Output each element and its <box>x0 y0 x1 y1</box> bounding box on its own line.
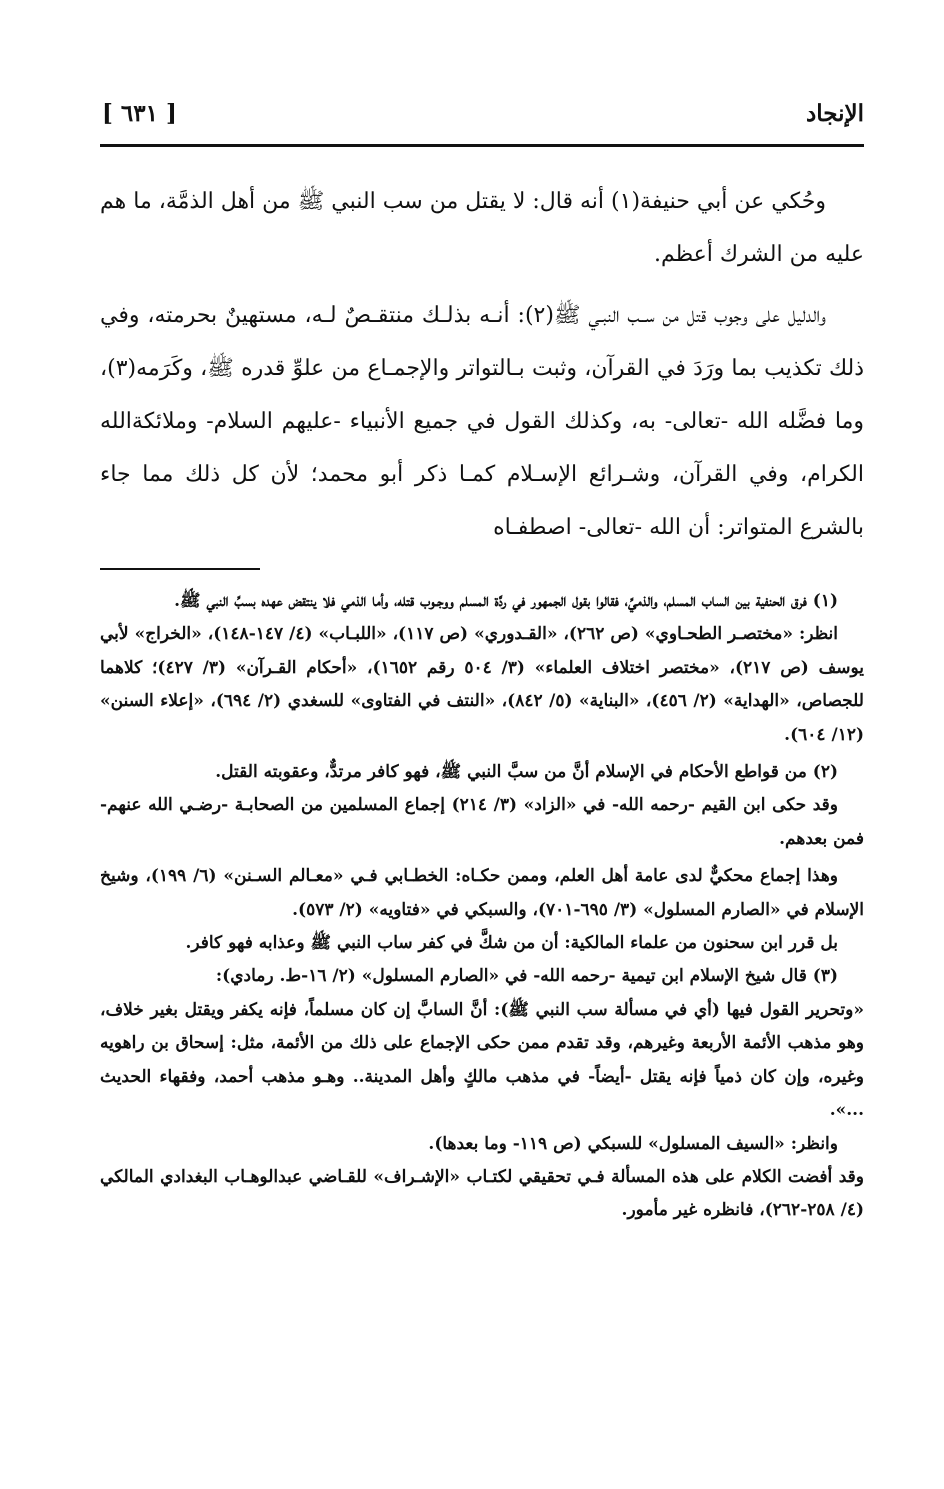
footnote-paragraph: «وتحرير القول فيها (أي في مسألة سب النبي ﷺ): أنَّ السابَّ إن كان مسلماً، فإنه يكفر ويقتل بغير خلاف، وهو مذهب الأئمة الأربعة وغيرهم، وقد تقدم ممن حكى الإجماع على ذلك من الأئمة، مثل: إسحاق بن راهويه وغيره، وإن كان ذمياً فإنه يقتل -أيضاً- في مذهب مالكٍ وأهل المدينة.. وهـو مذهب أحمد، وفقهاء الحديث ...». <box>100 999 864 1121</box>
footnote-separator <box>100 568 260 570</box>
footnote-paragraph: (٢) من قواطع الأحكام في الإسلام أنَّ من سبَّ النبي ﷺ، فهو كافر مرتدٌّ، وعقوبته القتل. <box>215 762 838 783</box>
footnote-paragraph: (٣) قال شيخ الإسلام ابن تيمية -رحمه الله- في «الصارم المسلول» (٢/ ١٦-ط. رمادي): <box>215 966 838 987</box>
main-paragraph: وحُكي عن أبي حنيفة(١) أنه قال: لا يقتل من سب النبي ﷺ من أهل الذمَّة، ما هم عليه من الشرك أعظم. <box>100 189 864 267</box>
main-paragraph: والدليل على وجوب قتل من ســب النبـي ﷺ(٢): أنـه بذلـك منتقـصٌ لـه، مستهينٌ بحرمته، وفي ذلك تكذيب بما ورَدَ في القرآن، وثبت بـالتواتر والإجمـاع من علوِّ قدره ﷺ، وكَرَمه(٣)، وما فضَّله الله -تعالى- به، وكذلك القول في جميع الأنبياء -عليهم السلام- وملائكةالله الكرام، وفي القرآن، وشـرائع الإسـلام كمـا ذكر أبو محمد؛ لأن كل ذلك مما جاء بالشرع المتواتر: أن الله -تعالى- اصطفـاه <box>100 303 864 540</box>
footnote-paragraph: وقد أفضت الكلام على هذه المسألة فـي تحقيقي لكتـاب «الإشـراف» للقـاضي عبدالوهـاب البغدادي المالكي (٤/ ٢٥٨-٢٦٢)، فانظره غير مأمور. <box>100 1166 864 1221</box>
footnote-paragraph: وقد حكى ابن القيم -رحمه الله- في «الزاد» (٣/ ٢١٤) إجماع المسلمين من الصحابـة -رضـي الله عنهم- فمن بعدهم. <box>100 795 864 849</box>
footnote-paragraph: انظر: «مختصـر الطحـاوي» (ص ٢٦٢)، «القـدوري» (ص ١١٧)، «اللبـاب» (٤/ ١٤٧-١٤٨)، «الخراج» لأبي يوسف (ص ٢١٧)، «مختصر اختلاف العلماء» (٣/ ٥٠٤ رقم ١٦٥٢)، «أحكام القـرآن» (٣/ ٤٢٧)؛ كلاهما للجصاص، «الهداية» (٢/ ٤٥٦)، «البناية» (٥/ ٨٤٢)، «النتف في الفتاوى» للسغدي (٢/ ٦٩٤)، «إعلاء السنن» (١٢/ ٦٠٤). <box>100 624 864 745</box>
running-title: الإنجاد <box>805 100 864 127</box>
page-number: [ ٦٣١ ] <box>102 100 177 127</box>
main-text <box>100 175 864 554</box>
footnote-paragraph: (١) فرق الحنفية بين الساب المسلم، والذميِّ، فقالوا بقول الجمهور في ردَّة المسلم ووجـوب قتله، وأما الذمي فلا ينتقض عهده بسبِّ النبي ﷺ. <box>174 591 838 611</box>
footnotes <box>100 585 864 1228</box>
footnote-paragraph: بل قرر ابن سحنون من علماء المالكية: أن من شكَّ في كفر ساب النبي ﷺ وعذابه فهو كافر. <box>185 933 838 954</box>
footnote-paragraph: وانظر: «السيف المسلول» للسبكي (ص ١١٩- وما بعدها). <box>428 1133 838 1154</box>
footnote-paragraph: وهذا إجماع محكيٌّ لدى عامة أهل العلم، وممن حكـاه: الخطـابي فـي «معـالم السـنن» (٦/ ١٩٩)، وشيخ الإسلام في «الصارم المسلول» (٣/ ٦٩٥-٧٠١)، والسبكي في «فتاويه» (٢/ ٥٧٣). <box>100 866 864 920</box>
page-header <box>100 100 864 147</box>
